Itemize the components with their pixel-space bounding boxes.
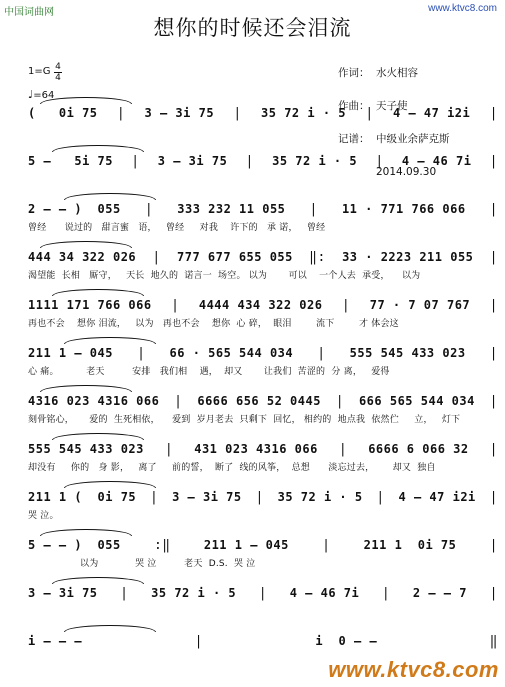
bar-line: ‖ (489, 633, 498, 649)
measure: 211 1 ( 0i 75 (28, 490, 137, 504)
bar-line: | (489, 153, 498, 169)
music-line (28, 440, 498, 458)
bar-line: | (137, 345, 146, 361)
credit-composer: 作曲： 天子使 (338, 100, 408, 112)
key-signature: 1=G (28, 66, 51, 77)
bar-line: | (322, 537, 331, 553)
bar-line: | (144, 201, 154, 217)
measure: 1111 171 766 066 (28, 298, 152, 312)
slur-mark (52, 433, 144, 440)
measure: 555 545 433 023 (349, 346, 466, 360)
bar-line: | (341, 297, 351, 313)
bar-line: | (164, 441, 174, 457)
bar-line: | (489, 585, 498, 601)
measure: 211 1 – 045 (203, 538, 289, 552)
bar-line: ‖: (309, 249, 326, 265)
measure: 444 34 322 026 (28, 250, 137, 264)
lyric-line: 心 痛。 老天 安排 我们相 遇， 却又 让我们 苦涩的 分 离， 爱得 (28, 367, 390, 377)
slur-mark (40, 97, 132, 104)
slur-mark (40, 241, 132, 248)
slur-mark (64, 481, 156, 488)
lyric-line: 却没有 你的 身 影， 离了 前的誓， 断了 线的风筝， 总想 淡忘过去， 却又 独自 (28, 463, 436, 473)
slur-mark (40, 529, 132, 536)
music-line (28, 536, 498, 554)
lyric-line: 哭 泣。 (28, 511, 59, 521)
measure: 431 023 4316 066 (194, 442, 318, 456)
bar-line: | (317, 345, 326, 361)
measure: 66 · 565 544 034 (169, 346, 294, 360)
music-line (28, 152, 498, 170)
bar-line: | (489, 201, 498, 217)
measure: 2 – – 7 (412, 586, 467, 600)
measure: 333 232 11 055 (177, 202, 286, 216)
bar-line: | (489, 105, 498, 121)
bar-line: | (120, 585, 129, 601)
measure: 3 – 3i 75 (172, 490, 242, 504)
lyric-line: 刻骨铭心， 爱的 生死相依， 爱到 岁月老去 只剩下 回忆， 相约的 地点我 依然伫 立， 灯下 (28, 415, 461, 425)
measure: 3 – 3i 75 (157, 154, 228, 168)
measure: 5 – 5i 75 (28, 154, 113, 168)
bar-line: | (174, 393, 183, 409)
bar-line: | (489, 297, 498, 313)
music-line (28, 296, 498, 314)
lyric-line: 再也不会 想你 泪流， 以为 再也不会 想你 心 碎， 眼泪 流下 才 体会这 (28, 319, 399, 329)
bar-line: | (171, 297, 180, 313)
bar-line: | (152, 249, 161, 265)
credit-lyricist: 作词： 水火相容 (338, 67, 418, 79)
measure: 77 · 7 07 767 (369, 298, 471, 312)
measure: 4444 434 322 026 (198, 298, 323, 312)
bar-line: | (489, 249, 498, 265)
slur-mark (52, 577, 144, 584)
music-line (28, 392, 498, 410)
bar-line: | (489, 393, 498, 409)
bar-line: | (489, 537, 498, 553)
bar-line: | (245, 153, 254, 169)
measure: 555 545 433 023 (28, 442, 144, 456)
measure: 35 72 i · 5 (272, 154, 358, 168)
music-line (28, 344, 498, 362)
measure: 35 72 i · 5 (277, 490, 363, 504)
credit-transcriber: 记谱： 中级业余萨克斯 (338, 133, 450, 145)
measure: 35 72 i · 5 (261, 106, 347, 120)
measure: 666 565 544 034 (358, 394, 475, 408)
bar-line: | (233, 105, 242, 121)
bar-line: | (255, 489, 264, 505)
measure: i 0 – – (315, 634, 378, 648)
bar-line: | (338, 441, 348, 457)
measure: 4 – 47 i2i (398, 490, 476, 504)
bar-line: | (194, 633, 203, 649)
measure: 2 – – ) 055 (28, 202, 121, 216)
bar-line: | (309, 201, 318, 217)
music-line (28, 248, 498, 266)
measure: 4 – 46 7i (289, 586, 360, 600)
measure: 4 – 47 i2i (393, 106, 471, 120)
bar-line: | (116, 105, 126, 121)
lyric-line: 渴望能 长相 厮守， 天长 地久的 诺言一 场空。 以为 可以 一个人去 承受， 以为 (28, 271, 421, 281)
site-watermark-top-right: www.ktvc8.com (428, 3, 497, 14)
measure: 211 1 – 045 (28, 346, 113, 360)
bar-line: | (489, 441, 498, 457)
time-signature (54, 62, 62, 83)
music-line (28, 488, 498, 506)
measure: 5 – – ) 055 (28, 538, 121, 552)
slur-mark (64, 337, 156, 344)
music-line (28, 200, 498, 218)
bar-line: | (375, 153, 384, 169)
bar-line: | (149, 489, 159, 505)
slur-mark (64, 193, 156, 200)
quarter-note-icon: ♩ (28, 88, 34, 101)
lyric-line: 曾经 说过的 甜言蜜 语， 曾经 对我 许下的 承 诺， 曾经 (28, 223, 326, 233)
bar-line: | (489, 489, 498, 505)
tempo-value: =64 (33, 90, 55, 101)
slur-mark (52, 289, 144, 296)
measure: 6666 6 066 32 (368, 442, 469, 456)
credit-date: 2014.09.30 (376, 166, 437, 178)
music-line (28, 584, 498, 602)
bar-line: | (365, 105, 374, 121)
music-line (28, 104, 498, 122)
site-watermark-bottom: www.ktvc8.com (328, 657, 499, 682)
measure: 4316 023 4316 066 (28, 394, 160, 408)
music-line (28, 632, 498, 650)
measure: ( 0i 75 (28, 106, 98, 120)
slur-mark (64, 625, 156, 632)
measure: 6666 656 52 0445 (197, 394, 321, 408)
measure: 33 · 2223 211 055 (342, 250, 474, 264)
time-signature-bottom: 4 (55, 73, 61, 83)
slur-mark (40, 385, 132, 392)
bar-line: | (258, 585, 268, 601)
measure: 777 677 655 055 (177, 250, 293, 264)
measure: 211 1 0i 75 (363, 538, 457, 552)
measure: 3 – 3i 75 (144, 106, 215, 120)
slur-mark (52, 145, 144, 152)
measure: i – – – (28, 634, 83, 648)
bar-line: | (381, 585, 391, 601)
site-watermark-top-left: 中国词曲网 (4, 7, 54, 18)
measure: 11 · 771 766 066 (341, 202, 466, 216)
measure: 3 – 3i 75 (28, 586, 98, 600)
bar-line: :‖ (153, 537, 171, 553)
lyric-line: 以为 哭 泣 老天 D.S. 哭 泣 (28, 559, 256, 569)
time-signature-top: 4 (55, 62, 61, 72)
measure: 35 72 i · 5 (151, 586, 237, 600)
bar-line: | (131, 153, 140, 169)
song-title: 想你的时候还会泪流 (153, 16, 352, 40)
bar-line: | (376, 489, 385, 505)
measure: 4 – 46 7i (401, 154, 472, 168)
bar-line: | (335, 393, 345, 409)
bar-line: | (489, 345, 498, 361)
